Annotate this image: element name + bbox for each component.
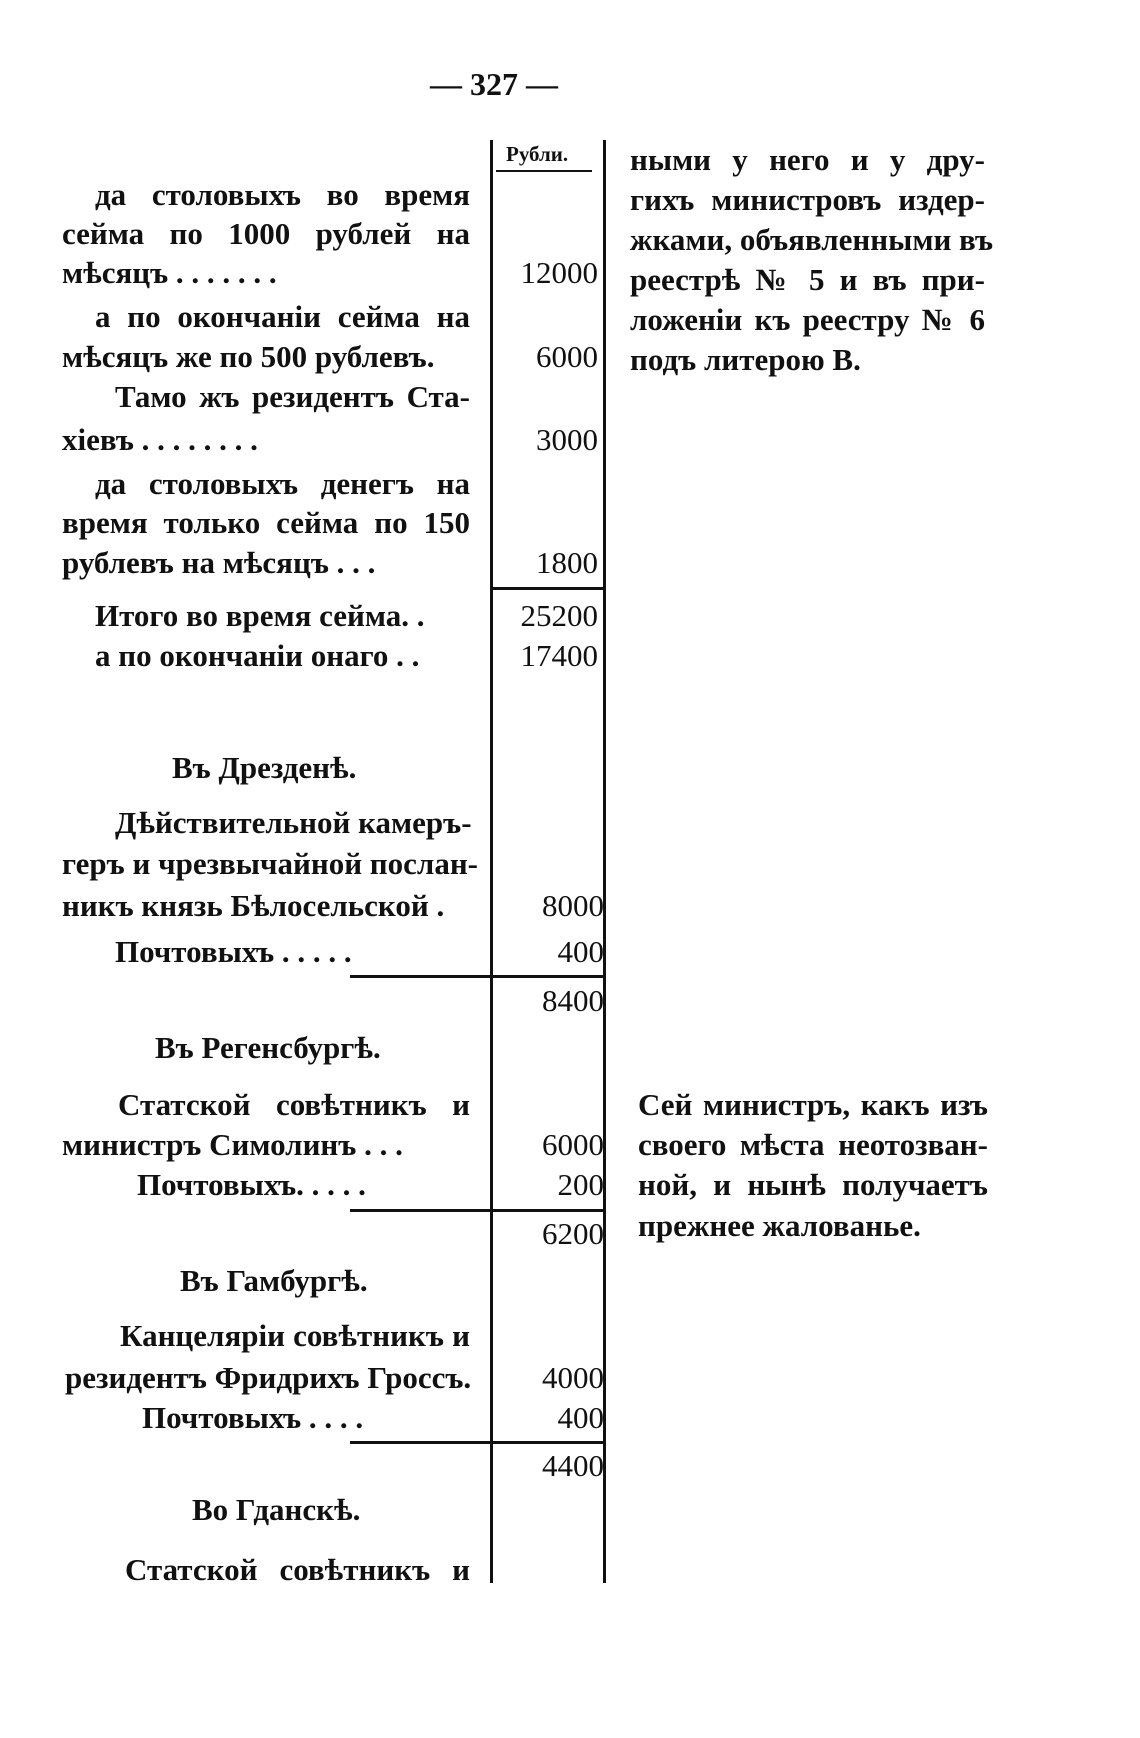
line-seima-1000: сейма по 1000 рублей на bbox=[62, 216, 470, 251]
line-stolovykh-deneg: да столовыхъ денегъ на bbox=[95, 466, 470, 501]
amount-400-a: 400 bbox=[557, 934, 604, 969]
line-ministr-simolin: министръ Симолинъ . . . bbox=[62, 1127, 403, 1162]
note-top-6: подъ литерою В. bbox=[630, 342, 861, 377]
line-mesyats-1: мѣсяцъ . . . . . . . bbox=[62, 255, 277, 290]
header-underline bbox=[496, 170, 592, 172]
heading-hamburg: Въ Гамбургѣ. bbox=[180, 1263, 368, 1298]
line-knyaz-beloselskoi: никъ князь Бѣлосельской . bbox=[62, 888, 445, 923]
line-pochtovykh-dresden: Почтовыхъ . . . . . bbox=[115, 934, 352, 969]
line-po-okonchanii-onago: а по окончаніи онаго . . bbox=[95, 638, 420, 673]
line-gerr-poslannik: геръ и чрезвычайной послан- bbox=[62, 846, 479, 881]
line-stakhiev: хіевъ . . . . . . . . bbox=[62, 422, 258, 457]
amount-4400: 4400 bbox=[542, 1448, 604, 1483]
line-pochtovykh-hamburg: Почтовыхъ . . . . bbox=[142, 1400, 364, 1435]
amount-200: 200 bbox=[557, 1167, 604, 1202]
subtotal-rule-hamburg bbox=[350, 1441, 606, 1444]
line-pochtovykh-regensburg: Почтовыхъ. . . . . bbox=[137, 1167, 366, 1202]
line-stolovykh: да столовыхъ во время bbox=[95, 177, 470, 212]
total-rule-1 bbox=[490, 587, 606, 590]
note-mid-1: Сей министръ, какъ изъ bbox=[638, 1087, 988, 1122]
note-mid-3: ной, и нынѣ получаетъ bbox=[638, 1167, 988, 1202]
heading-dresden: Въ Дрезденѣ. bbox=[172, 750, 357, 785]
amount-4000: 4000 bbox=[542, 1360, 604, 1395]
amount-12000: 12000 bbox=[520, 255, 598, 290]
heading-regensburg: Въ Регенсбургѣ. bbox=[155, 1030, 381, 1065]
line-statskoi-sovetnik-2: Статской совѣтникъ и bbox=[125, 1552, 470, 1587]
note-mid-4: прежнее жалованье. bbox=[638, 1208, 921, 1243]
note-top-1: ными у него и у дру- bbox=[630, 142, 985, 177]
amount-400-b: 400 bbox=[557, 1400, 604, 1435]
line-mesyats-500: мѣсяцъ же по 500 рублевъ. bbox=[62, 339, 435, 374]
line-tamo-rezident: Тамо жъ резидентъ Ста- bbox=[115, 379, 470, 414]
line-rublev-mesyats: рублевъ на мѣсяцъ . . . bbox=[62, 545, 376, 580]
line-vremya-seima-150: время только сейма по 150 bbox=[62, 505, 470, 540]
amount-8000: 8000 bbox=[542, 888, 604, 923]
amount-3000: 3000 bbox=[536, 422, 598, 457]
note-mid-2: своего мѣста неотозван- bbox=[638, 1127, 988, 1162]
amount-6200: 6200 bbox=[542, 1216, 604, 1251]
line-po-okonchanii: а по окончаніи сейма на bbox=[95, 299, 470, 334]
line-rezident-gross: резидентъ Фридрихъ Гроссъ. bbox=[65, 1360, 472, 1395]
amount-1800: 1800 bbox=[536, 545, 598, 580]
subtotal-rule-regensburg bbox=[350, 1209, 606, 1212]
column-header-rubles: Рубли. bbox=[506, 142, 569, 166]
amount-8400: 8400 bbox=[542, 983, 604, 1018]
line-kantselyarii: Канцеляріи совѣтникъ и bbox=[120, 1318, 470, 1353]
note-top-5: ложеніи къ реестру № 6 bbox=[630, 302, 985, 337]
note-top-3: жками, объявленными въ bbox=[630, 222, 994, 257]
page-number: — 327 — bbox=[430, 66, 558, 102]
note-top-2: гихъ министровъ издер- bbox=[630, 182, 985, 217]
line-statskoi-sovetnik-1: Статской совѣтникъ и bbox=[118, 1087, 470, 1122]
amount-17400: 17400 bbox=[520, 638, 598, 673]
note-top-4: реестрѣ № 5 и въ при- bbox=[630, 262, 985, 297]
amount-6000-a: 6000 bbox=[536, 339, 598, 374]
subtotal-rule-dresden bbox=[350, 975, 606, 978]
line-deistvitelnoi: Дѣйствительной камеръ- bbox=[115, 805, 472, 840]
heading-danzig: Во Гданскѣ. bbox=[192, 1492, 361, 1527]
amount-6000-b: 6000 bbox=[542, 1127, 604, 1162]
line-itogo-seima: Итого во время сейма. . bbox=[95, 598, 425, 633]
amount-25200: 25200 bbox=[520, 598, 598, 633]
